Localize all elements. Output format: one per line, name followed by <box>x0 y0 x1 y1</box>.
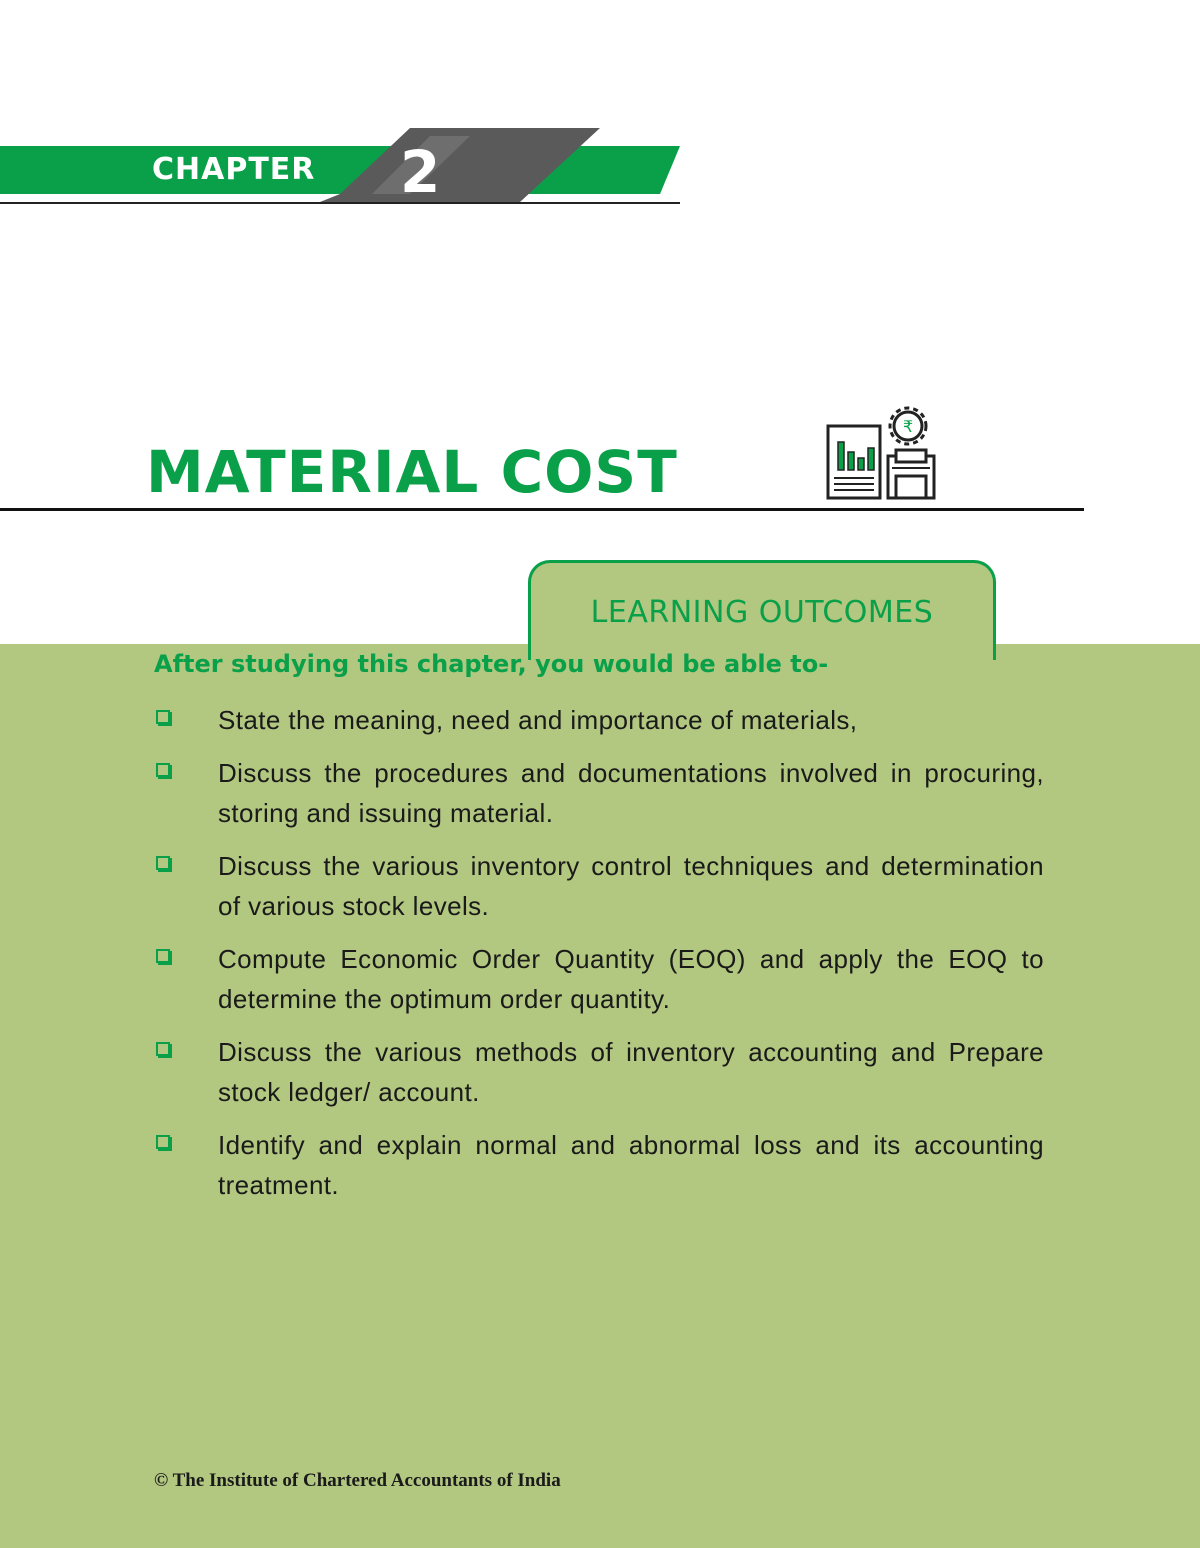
banner-underline <box>0 202 680 204</box>
list-item <box>154 753 1044 833</box>
outcome-text: Discuss the various methods of inventory accounting and Prepare stock ledger/ account. <box>218 1037 1044 1107</box>
checkbox-bullet-icon <box>156 1042 170 1056</box>
learning-outcomes-intro: After studying this chapter, you would be able to- <box>154 650 829 678</box>
checkbox-bullet-icon <box>156 763 170 777</box>
outcome-text: Compute Economic Order Quantity (EOQ) and apply the EOQ to determine the optimum order quantity. <box>218 944 1044 1014</box>
page-title: MATERIAL COST <box>146 438 678 506</box>
copyright-footer: © The Institute of Chartered Accountants of India <box>154 1470 561 1491</box>
title-rule <box>0 508 1084 511</box>
chapter-label: CHAPTER <box>152 152 316 187</box>
learning-outcomes-heading: LEARNING OUTCOMES <box>590 595 934 630</box>
outcome-text: Discuss the various inventory control techniques and determination of various stock levels. <box>218 851 1044 921</box>
outcome-text: State the meaning, need and importance of materials, <box>218 705 858 735</box>
checkbox-bullet-icon <box>156 856 170 870</box>
report-and-printer-icon <box>824 406 940 504</box>
svg-text:₹: ₹ <box>903 417 914 436</box>
checkbox-bullet-icon <box>156 949 170 963</box>
checkbox-bullet-icon <box>156 1135 170 1149</box>
list-item <box>154 1125 1044 1205</box>
learning-outcomes-tab <box>528 560 996 660</box>
list-item <box>154 700 1044 740</box>
outcome-text: Identify and explain normal and abnormal loss and its accounting treatment. <box>218 1130 1044 1200</box>
chapter-banner <box>0 128 690 208</box>
list-item <box>154 939 1044 1019</box>
list-item <box>154 846 1044 926</box>
chapter-number: 2 <box>400 138 441 206</box>
outcome-text: Discuss the procedures and documentations involved in procuring, storing and issuing material. <box>218 758 1044 828</box>
learning-outcomes-list <box>154 700 1044 1218</box>
checkbox-bullet-icon <box>156 710 170 724</box>
list-item <box>154 1032 1044 1112</box>
